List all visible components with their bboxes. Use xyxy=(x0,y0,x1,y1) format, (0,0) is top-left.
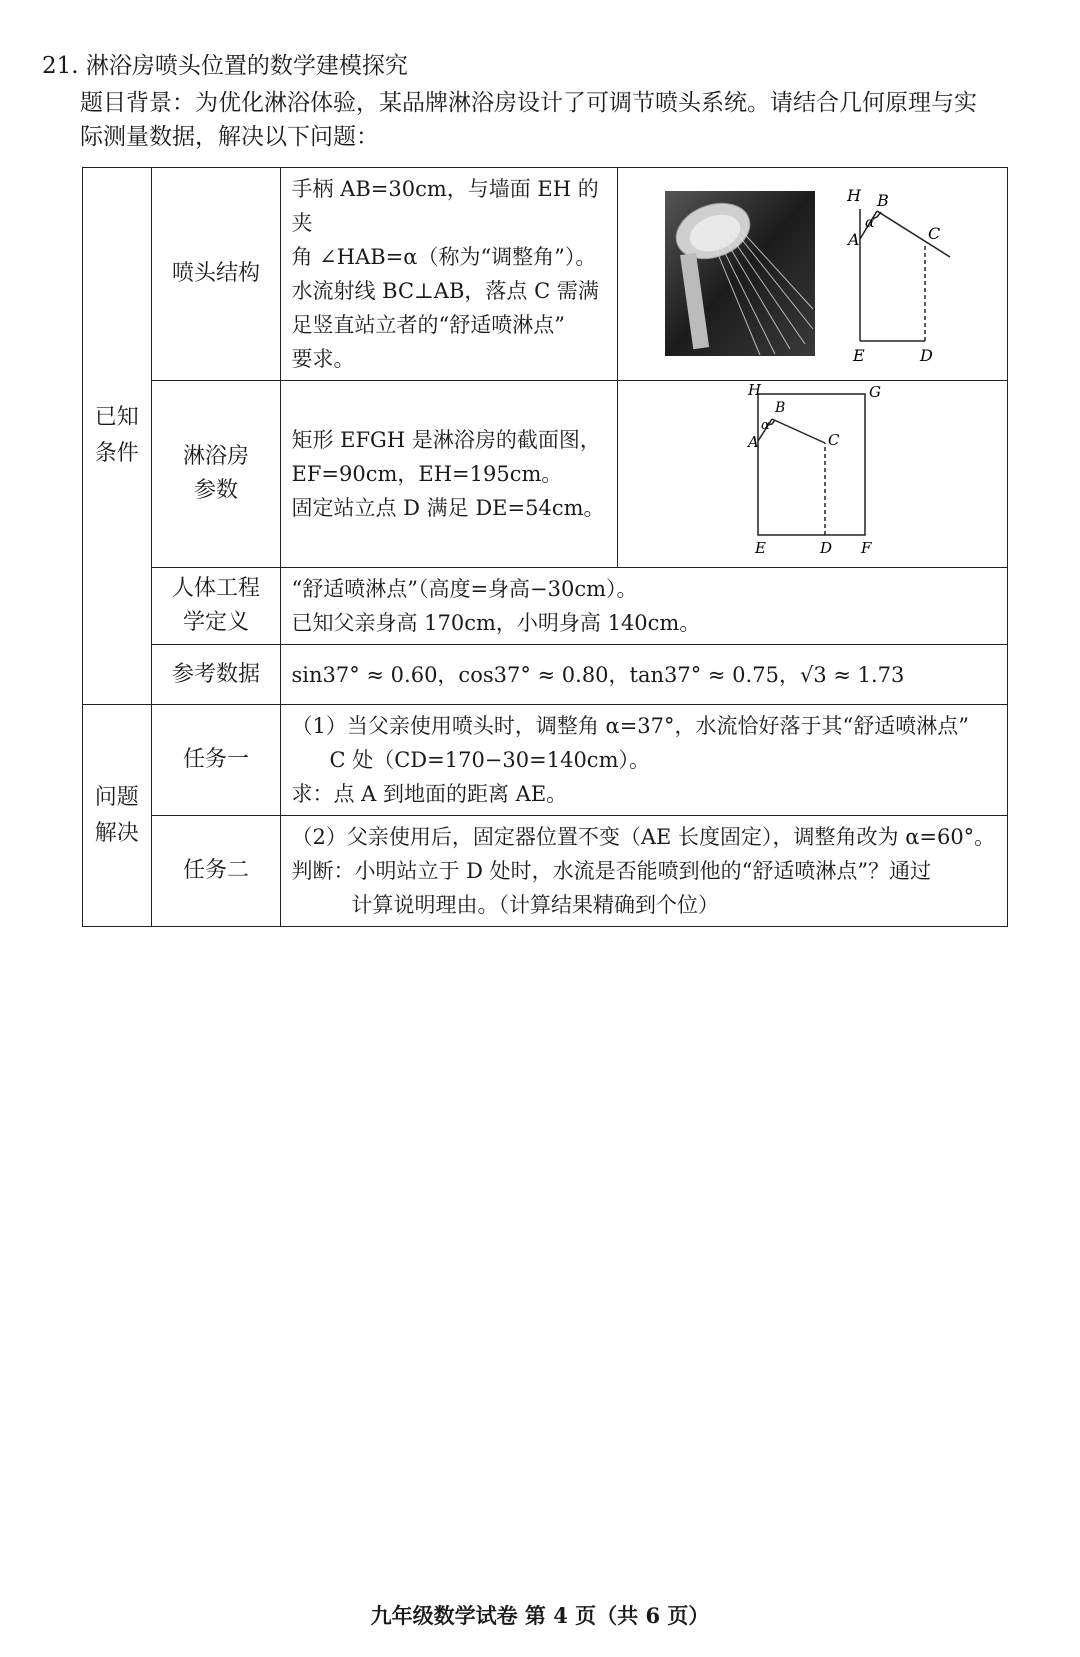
nozzle-figure-cell xyxy=(618,168,1008,381)
label-A: A xyxy=(847,230,860,249)
background-line-1: 题目背景：为优化淋浴体验，某品牌淋浴房设计了可调节喷头系统。请结合几何原理与实 xyxy=(80,90,977,116)
task2-label: 任务二 xyxy=(151,816,281,927)
nozzle-text: 手柄 AB=30cm，与墙面 EH 的夹 角 ∠HAB=α（称为“调整角”）。 水流射线 BC⊥AB，落点 C 需满 足竖直站立者的“舒适喷淋点” 要求。 xyxy=(281,168,618,381)
problems-group-label: 问题解决 xyxy=(83,705,152,927)
room-label-B: B xyxy=(774,400,785,416)
label-D: D xyxy=(919,346,933,365)
shower-head-photo xyxy=(665,191,815,356)
question-background xyxy=(80,86,1030,154)
page-footer: 九年级数学试卷 第 4 页（共 6 页） xyxy=(370,1603,710,1628)
room-label: 淋浴房参数 xyxy=(151,381,281,568)
room-label-D: D xyxy=(819,539,832,557)
background-line-2: 际测量数据，解决以下问题： xyxy=(80,124,379,150)
conditions-table xyxy=(82,167,1008,927)
ergonomics-text: “舒适喷淋点”（高度=身高−30cm）。 已知父亲身高 170cm，小明身高 140cm。 xyxy=(281,568,1008,645)
nozzle-label: 喷头结构 xyxy=(151,168,281,381)
label-H: H xyxy=(846,186,861,205)
known-group-label: 已知条件 xyxy=(83,168,152,705)
room-label-H: H xyxy=(747,381,761,399)
reference-text: sin37° ≈ 0.60，cos37° ≈ 0.80，tan37° ≈ 0.75，√3 ≈ 1.73 xyxy=(281,645,1008,705)
room-figure xyxy=(625,381,1001,557)
room-label-F: F xyxy=(860,539,871,557)
room-figure-cell xyxy=(618,381,1008,568)
label-alpha: α xyxy=(864,215,875,231)
reference-label: 参考数据 xyxy=(151,645,281,705)
task1-label: 任务一 xyxy=(151,705,281,816)
label-C: C xyxy=(927,224,940,243)
room-text: 矩形 EFGH 是淋浴房的截面图， EF=90cm，EH=195cm。 固定站立点 D 满足 DE=54cm。 xyxy=(281,381,618,568)
ergonomics-label: 人体工程学定义 xyxy=(151,568,281,645)
room-label-G: G xyxy=(868,383,881,401)
label-B: B xyxy=(876,191,889,210)
label-E: E xyxy=(852,346,865,365)
room-label-C: C xyxy=(827,431,840,449)
task2-text: （2）父亲使用后，固定器位置不变（AE 长度固定），调整角改为 α=60°。 判断：小明站立于 D 处时，水流是否能喷到他的“舒适喷淋点”？通过 计算说明理由。（计算结果精确到个位） xyxy=(281,816,1008,927)
room-label-alpha: α xyxy=(760,418,770,433)
nozzle-figure xyxy=(625,169,1001,369)
room-label-A: A xyxy=(747,433,759,451)
question-title: 21. 淋浴房喷头位置的数学建模探究 xyxy=(42,53,408,79)
task1-text: （1）当父亲使用喷头时，调整角 α=37°，水流恰好落于其“舒适喷淋点” C 处（CD=170−30=140cm）。 求：点 A 到地面的距离 AE。 xyxy=(281,705,1008,816)
room-label-E: E xyxy=(754,539,766,557)
